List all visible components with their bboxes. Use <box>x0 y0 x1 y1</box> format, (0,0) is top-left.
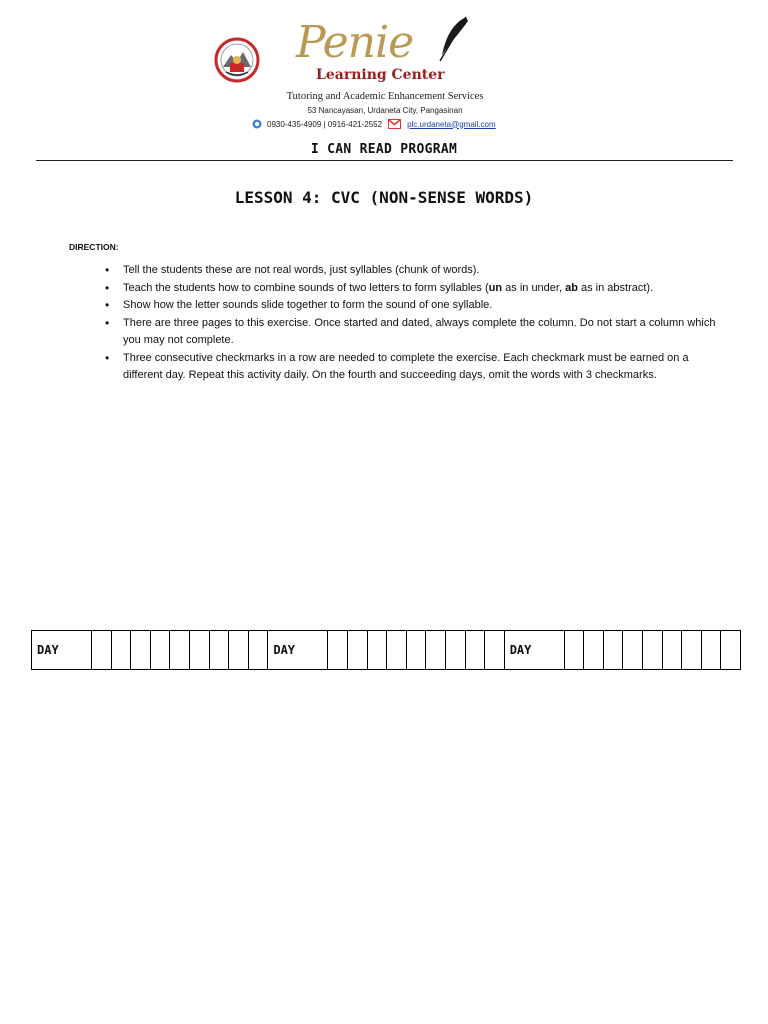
checkmark-box[interactable] <box>248 631 268 670</box>
checkmark-box[interactable] <box>131 631 151 670</box>
direction-label: DIRECTION: <box>69 242 119 252</box>
day-label: DAY <box>504 631 564 670</box>
checkmark-box[interactable] <box>603 631 623 670</box>
day-row <box>32 631 741 670</box>
checkmark-box[interactable] <box>643 631 663 670</box>
checkmark-box[interactable] <box>564 631 584 670</box>
checkmark-box[interactable] <box>111 631 131 670</box>
checkmark-box[interactable] <box>387 631 407 670</box>
program-title: I CAN READ PROGRAM <box>310 142 458 157</box>
direction-item: • Tell the students these are not real words, just syllables (chunk of words). <box>105 262 730 280</box>
school-seal-logo <box>214 37 260 83</box>
checkmark-box[interactable] <box>426 631 446 670</box>
direction-list <box>105 262 730 385</box>
day-checkmark-table <box>31 630 741 670</box>
checkmark-box[interactable] <box>209 631 229 670</box>
penie-learning-center-logo <box>290 15 480 87</box>
checkmark-box[interactable] <box>367 631 387 670</box>
checkmark-box[interactable] <box>347 631 367 670</box>
direction-item: • Show how the letter sounds slide together to form the sound of one syllable. <box>105 297 730 315</box>
tagline: Tutoring and Academic Enhancement Services <box>286 91 484 102</box>
logo-subtitle: Learning Center <box>316 67 445 83</box>
checkmark-box[interactable] <box>406 631 426 670</box>
checkmark-box[interactable] <box>721 631 741 670</box>
checkmark-box[interactable] <box>170 631 190 670</box>
checkmark-box[interactable] <box>662 631 682 670</box>
checkmark-box[interactable] <box>229 631 249 670</box>
phone-icon <box>252 119 262 129</box>
letterhead <box>0 0 768 160</box>
quill-icon <box>436 15 472 63</box>
checkmark-box[interactable] <box>584 631 604 670</box>
gmail-icon <box>388 119 401 129</box>
checkmark-box[interactable] <box>701 631 721 670</box>
direction-item: • Teach the students how to combine sounds of two letters to form syllables (un as in under, ab as in abstract). <box>105 280 730 298</box>
address: 53 Nancayasan, Urdaneta City, Pangasinan <box>307 106 463 115</box>
contact-line <box>252 118 496 130</box>
phone-numbers: 0930-435-4909 | 0916-421-2552 <box>267 119 383 129</box>
direction-item: • There are three pages to this exercise. Once started and dated, always complete the column. Do not start a column which you may not complete. <box>105 315 730 350</box>
checkmark-box[interactable] <box>682 631 702 670</box>
checkmark-box[interactable] <box>485 631 505 670</box>
day-label: DAY <box>32 631 92 670</box>
logo-script-text: Penie <box>296 17 414 68</box>
day-label: DAY <box>268 631 328 670</box>
checkmark-box[interactable] <box>465 631 485 670</box>
header-divider <box>36 160 733 161</box>
checkmark-box[interactable] <box>92 631 112 670</box>
checkmark-box[interactable] <box>328 631 348 670</box>
direction-item: • Three consecutive checkmarks in a row are needed to complete the exercise. Each checkmark must be earned on a different day. Repeat this activity daily. On the fourth and succeeding days, omit the words with 3 checkmarks. <box>105 350 730 385</box>
checkmark-box[interactable] <box>445 631 465 670</box>
email-link[interactable]: plc.urdaneta@gmail.com <box>407 119 496 129</box>
checkmark-box[interactable] <box>623 631 643 670</box>
checkmark-box[interactable] <box>189 631 209 670</box>
lesson-title: LESSON 4: CVC (NON-SENSE WORDS) <box>234 188 534 207</box>
checkmark-box[interactable] <box>150 631 170 670</box>
